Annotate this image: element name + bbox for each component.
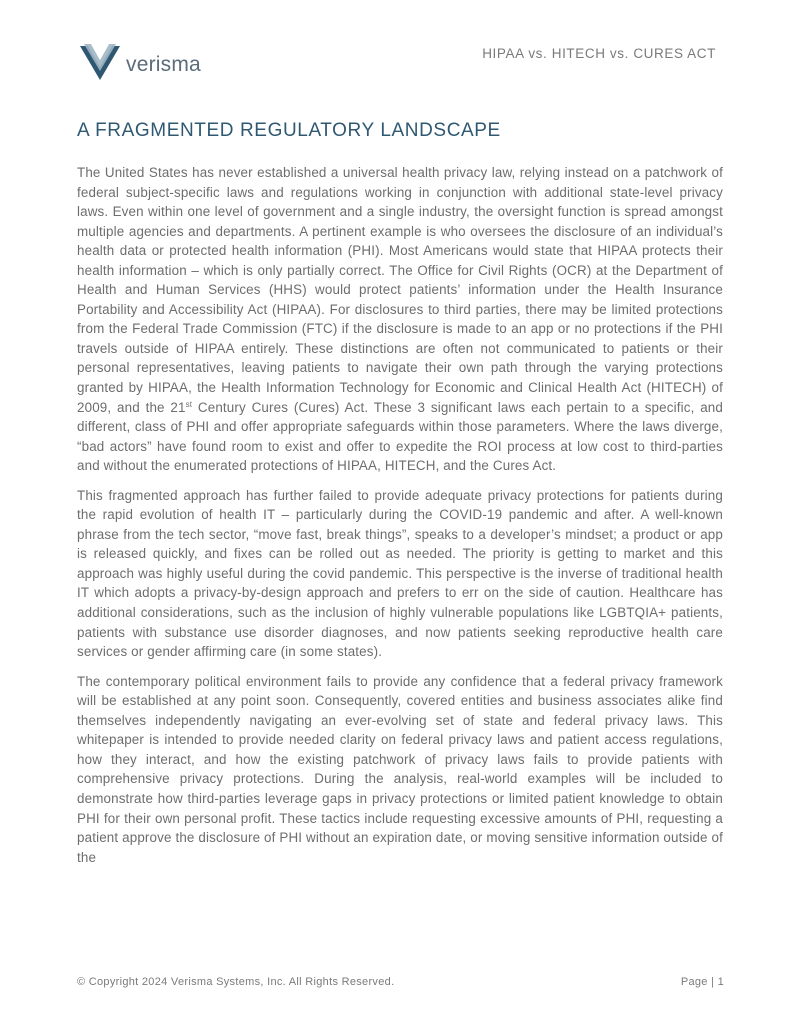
running-head: HIPAA vs. HITECH vs. CURES ACT (482, 46, 716, 61)
paragraph-1-part-2: Century Cures (Cures) Act. These 3 significant laws each pertain to a specific, and different, class of PHI and offer appropriate safeguards within those parameters. Where the laws diverge, “bad actors” have found room to exist and offer to expedite the ROI process at low cost to third-parties and without the enumerated protections of HIPAA, HITECH, and the Cures Act. (77, 399, 723, 474)
verisma-logo-icon (78, 40, 122, 84)
ordinal-superscript: st (185, 399, 193, 409)
verisma-logo (78, 40, 201, 84)
paragraph-2: This fragmented approach has further failed to provide adequate privacy protections for patients during the rapid evolution of health IT – particularly during the COVID-19 pandemic and after. A well-known phrase from the tech sector, “move fast, break things”, speaks to a developer’s mindset; a product or app is released quickly, and fixes can be rolled out as needed. The priority is getting to market and this approach was highly useful during the covid pandemic. This perspective is the inverse of traditional health IT which adopts a privacy-by-design approach and prefers to err on the side of caution. Healthcare has additional considerations, such as the inclusion of highly vulnerable populations like LGBTQIA+ patients, patients with substance use disorder diagnoses, and now patients seeking reproductive health care services or gender affirming care (in some states). (77, 487, 723, 660)
body-text (77, 163, 723, 877)
paragraph-3: The contemporary political environment fails to provide any confidence that a federal privacy framework will be established at any point soon. Consequently, covered entities and business associates alike find themselves independently navigating an ever-evolving set of state and federal privacy laws. This whitepaper is intended to provide needed clarity on federal privacy laws and patient access regulations, how they interact, and how the existing patchwork of privacy laws fails to provide patients with comprehensive privacy protections. During the analysis, real-world examples will be included to demonstrate how third-parties leverage gaps in privacy protections or limited patient knowledge to obtain PHI for their own personal profit. These tactics include requesting excessive amounts of PHI, requesting a patient approve the disclosure of PHI without an expiration date, or moving sensitive information outside of the (77, 673, 723, 865)
section-title: A FRAGMENTED REGULATORY LANDSCAPE (77, 120, 501, 141)
paragraph-1 (77, 163, 723, 476)
footer-page-number: Page | 1 (680, 976, 724, 988)
footer-copyright: © Copyright 2024 Verisma Systems, Inc. All Rights Reserved. (77, 976, 395, 988)
logo-wordmark: verisma (126, 53, 201, 76)
paragraph-1-part-1: The United States has never established a universal health privacy law, relying instead on a patchwork of federal subject-specific laws and regulations working in conjunction with additional state-level privacy laws. Even within one level of government and a single industry, the oversight function is spread amongst multiple agencies and departments. A pertinent example is who oversees the disclosure of an individual’s health data or protected health information (PHI). Most Americans would state that HIPAA protects their health information – which is only partially correct. The Office for Civil Rights (OCR) at the Department of Health and Human Services (HHS) would protect patients’ information under the Health Insurance Portability and Accessibility Act (HIPAA). For disclosures to third parties, there may be limited protections from the Federal Trade Commission (FTC) if the disclosure is made to an app or no protections if the PHI travels outside of HIPAA entirely. These distinctions are often not communicated to patients or their personal representatives, leaving patients to navigate their own path through the varying protections granted by HIPAA, the Health Information Technology for Economic and Clinical Health Act (HITECH) of 2009, and the 21 (77, 165, 723, 415)
